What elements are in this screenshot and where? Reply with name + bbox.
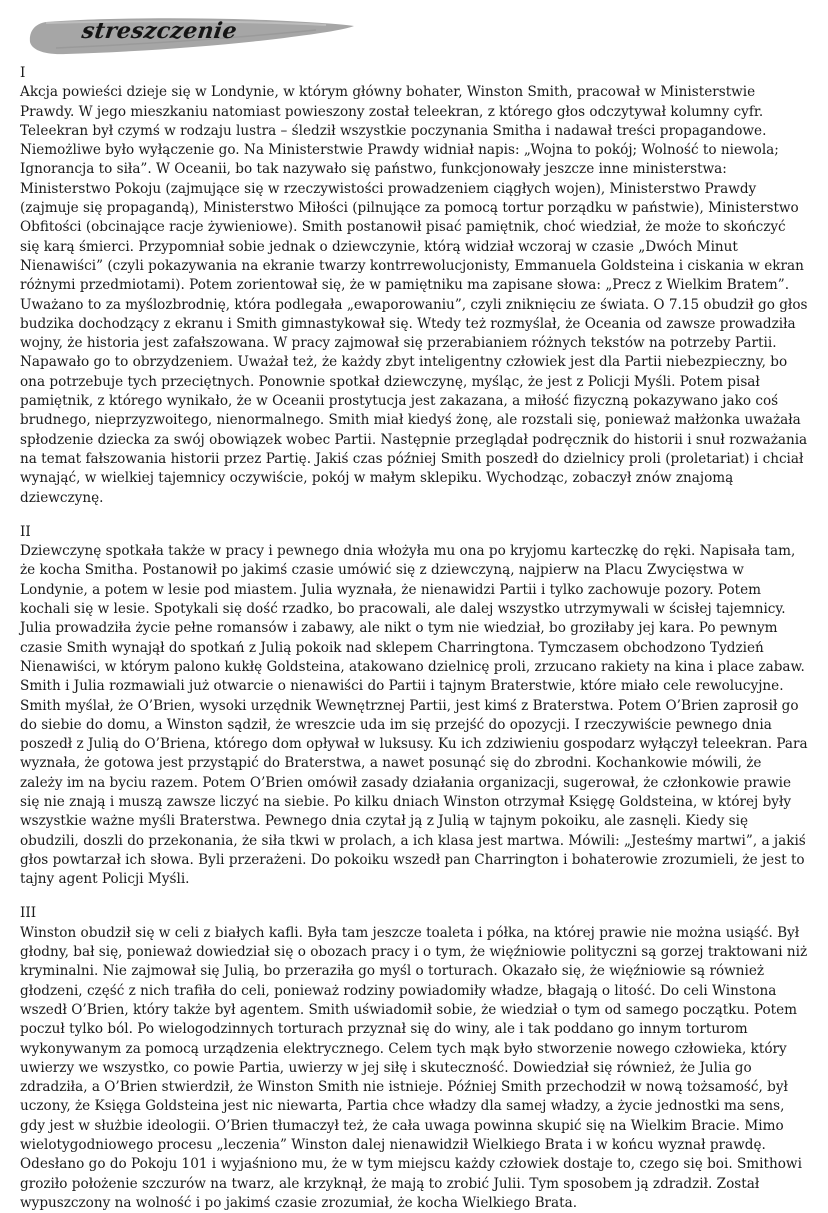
section-numeral: III <box>20 905 37 922</box>
section-gap <box>20 508 808 523</box>
section-header <box>26 12 356 58</box>
header-title: streszczenie <box>80 18 239 44</box>
section-paragraph: Winston obudził się w celi z białych kafli. Była tam jeszcze toaleta i półka, na której prawie nie można usiąść. Był głodny, bał się, ponieważ dowiedział się o obozach pracy i o tym, że więźniowie polityczni są gorzej traktowani niż kryminalni. Nie zajmował się Julią, bo przeraziła go myśl o torturach. Okazało się, że więźniowie są również głodzeni, część z nich trafiła do celi, ponieważ rodziny powiadomiły władze, błagają o litość. Do celi Winstona wszedł O’Brien, który także był agentem. Smith uświadomił sobie, że wiedział o tym od samego początku. Potem poczuł tylko ból. Po wielogodzinnych torturach przyznał się do winy, ale i tak poddano go innym torturom wykonywanym za pomocą urządzenia elektrycznego. Celem tych mąk było stworzenie nowego człowieka, który uwierzy we wszystko, co powie Partia, uwierzy w jej siłę i skuteczność. Dowiedział się również, że Julia go zdradziła, a O’Brien stwierdził, że Winston Smith nie istnieje. Później Smith przechodził w nową tożsamość, był uczony, że Księga Goldsteina jest nic niewarta, Partia chce władzy dla samej władzy, a życie jednostki ma sens, gdy jest w służbie ideologii. O’Brien tłumaczył też, że cała uwaga powinna skupić się na Wielkim Bracie. Mimo wielotygodniowego procesu „leczenia” Winston dalej nienawidził Wielkiego Brata i w końcu wyznał prawdę. Odesłano go do Pokoju 101 i wyjaśniono mu, że w tym miejscu każdy człowiek dostaje to, czego się boi. Smithowi groziło położenie szczurów na twarz, ale krzyknął, że mają to zrobić Julii. Tym sposobem ją zdradził. Został wypuszczony na wolność i po jakimś czasie zrozumiał, że kocha Wielkiego Brata. <box>20 924 808 1211</box>
summary-body <box>20 64 808 1213</box>
section-gap <box>20 889 808 904</box>
section-paragraph: Akcja powieści dzieje się w Londynie, w którym główny bohater, Winston Smith, pracował w Ministerstwie Prawdy. W jego mieszkaniu natomiast powieszony został teleekran, z którego głos odczytywał kolumny cyfr. Teleekran był czymś w rodzaju lustra – śledził wszystkie poczynania Smitha i nadawał treści propagandowe. Niemożliwe było wyłączenie go. Na Ministerstwie Prawdy widniał napis: „Wojna to pokój; Wolność to niewola; Ignorancja to siła”. W Oceanii, bo tak nazywało się państwo, funkcjonowały jeszcze inne ministerstwa: Ministerstwo Pokoju (zajmujące się w rzeczywistości prowadzeniem ciągłych wojen), Ministerstwo Prawdy (zajmuje się propagandą), Ministerstwo Miłości (pilnujące za pomocą tortur porządku w państwie), Ministerstwo Obfitości (obcinające racje żywieniowe). Smith postanowił pisać pamiętnik, choć wiedział, że może to skończyć się karą śmierci. Przypomniał sobie jednak o dziewczynie, którą widział wczoraj w czasie „Dwóch Minut Nienawiści” (czyli pokazywania na ekranie twarzy kontrrewolucjonisty, Emmanuela Goldsteina i ciskania w ekran różnymi przedmiotami). Potem zorientował się, że w pamiętniku ma zapisane słowa: „Precz z Wielkim Bratem”. Uważano to za myślozbrodnię, która podlegała „ewaporowaniu”, czyli zniknięciu ze świata. O 7.15 obudził go głos budzika dochodzący z ekranu i Smith gimnastykował się. Wtedy też rozmyślał, że Oceania od zawsze prowadziła wojny, że historia jest zafałszowana. W pracy zajmował się przerabianiem różnych tekstów na potrzeby Partii. Napawało go to obrzydzeniem. Uważał też, że każdy zbyt inteligentny człowiek jest dla Partii niebezpieczny, bo ona potrzebuje tych przeciętnych. Ponownie spotkał dziewczynę, myśląc, że jest z Policji Myśli. Potem pisał pamiętnik, z którego wynikało, że w Oceanii prostytucja jest zakazana, a miłość fizyczną pokazywano jako coś brudnego, nieprzyzwoitego, nienormalnego. Smith miał kiedyś żonę, ale rozstali się, ponieważ małżonka uważała spłodzenie dziecka za swój obowiązek wobec Partii. Następnie przeglądał podręcznik do historii i snuł rozważania na temat fałszowania historii przez Partię. Jakiś czas później Smith poszedł do dzielnicy proli (proletariat) i chciał wynająć, w wielkiej tajemnicy oczywiście, pokój w małym sklepiku. Wychodząc, zobaczył znów znajomą dziewczynę. <box>20 84 808 506</box>
section-paragraph: Dziewczynę spotkała także w pracy i pewnego dnia włożyła mu ona po kryjomu karteczkę do ręki. Napisała tam, że kocha Smitha. Postanowił po jakimś czasie umówić się z dziewczyną, najpierw na Placu Zwycięstwa w Londynie, a potem w lesie pod miastem. Julia wyznała, że nienawidzi Partii i tylko zachowuje pozory. Potem kochali się w lesie. Spotykali się dość rzadko, bo pracowali, ale dalej wszystko utrzymywali w ścisłej tajemnicy. Julia prowadziła życie pełne romansów i zabawy, ale nikt o tym nie wiedział, bo groziłaby jej kara. Po pewnym czasie Smith wynajął do spotkań z Julią pokoik nad sklepem Charringtona. Tymczasem obchodzono Tydzień Nienawiści, w którym palono kukłę Goldsteina, atakowano dzielnicę proli, zrzucano rakiety na kina i place zabaw. Smith i Julia rozmawiali już otwarcie o nienawiści do Partii i tajnym Braterstwie, które miało cele rewolucyjne. Smith myślał, że O’Brien, wysoki urzędnik Wewnętrznej Partii, jest kimś z Braterstwa. Potem O’Brien zaprosił go do siebie do domu, a Winston sądził, że wreszcie uda im się przejść do opozycji. I rzeczywiście pewnego dnia poszedł z Julią do O’Briena, którego dom opływał w luksusy. Ku ich zdziwieniu gospodarz wyłączył teleekran. Para wyznała, że gotowa jest przystąpić do Braterstwa, a nawet posunąć się do zbrodni. Kochankowie mówili, że zależy im na byciu razem. Potem O’Brien omówił zasady działania organizacji, sugerował, że członkowie prawie się nie znają i muszą zawsze liczyć na siebie. Po kilku dniach Winston otrzymał Księgę Goldsteina, w której były wszystkie ważne myśli Braterstwa. Pewnego dnia czytał ją z Julią w tajnym pokoiku, ale zasnęli. Kiedy się obudzili, doszli do przekonania, że siła tkwi w prolach, a ich klasa jest martwa. Mówili: „Jesteśmy martwi”, a jakiś głos powtarzał ich słowa. Byli przerażeni. Do pokoiku wszedł pan Charrington i bohaterowie zrozumieli, że jest to tajny agent Policji Myśli. <box>20 543 808 888</box>
section-numeral: II <box>20 523 31 540</box>
section-numeral: I <box>20 65 26 81</box>
